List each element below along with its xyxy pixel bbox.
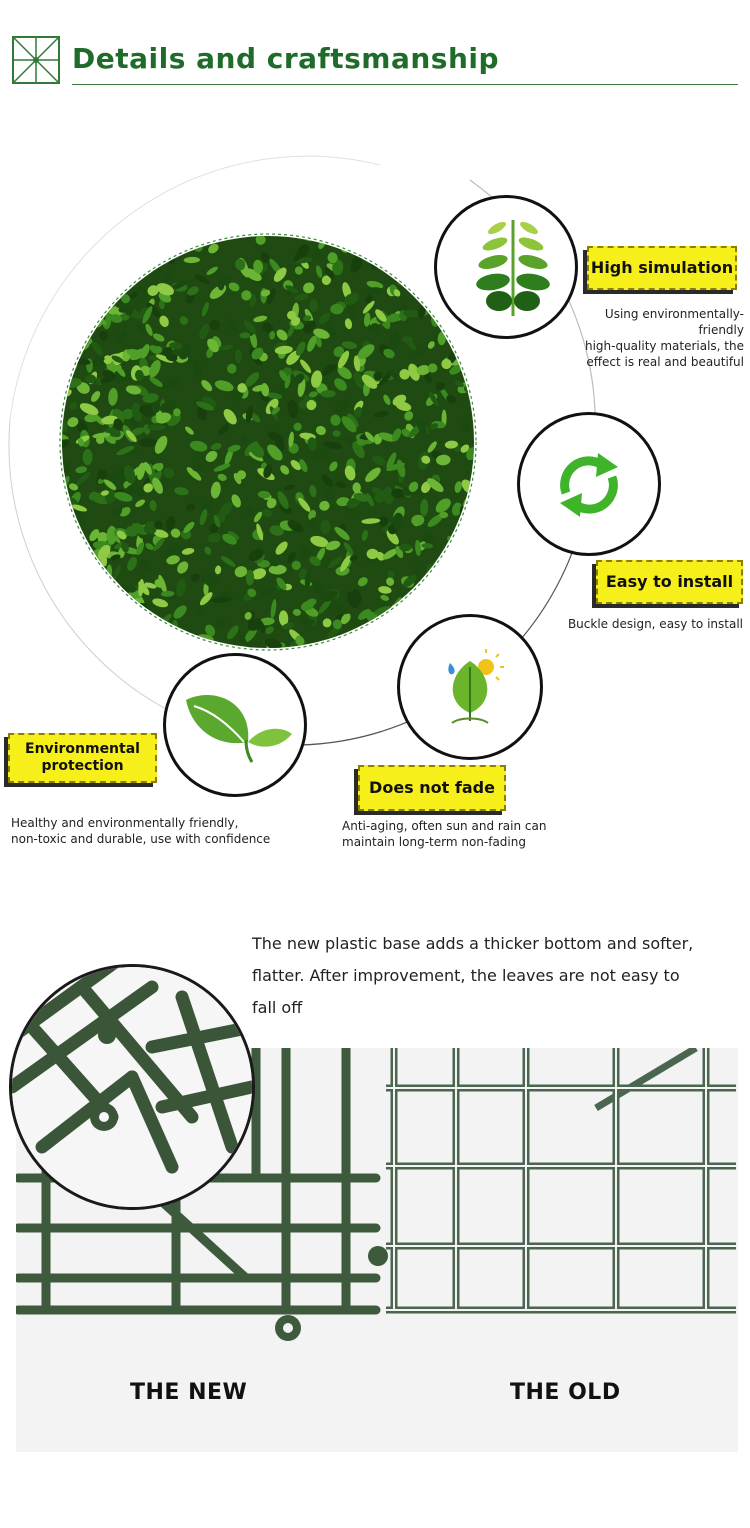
page-title: Details and craftsmanship [72,42,500,75]
label-text: Does not fade [369,778,495,797]
label-easy-install [596,560,743,604]
feature-circle-not-fade [397,614,543,760]
label-high-simulation [587,246,737,290]
desc-high-simulation [560,306,744,370]
label-text-line: Environmental [25,740,140,757]
base-improvement-text: The new plastic base adds a thicker bottom and softer, flatter. After improvement, the leaves are not easy to fall off [252,934,694,1017]
base-closeup-zoom [9,964,255,1210]
desc-not-fade [342,818,572,850]
leaf-icon [166,656,304,794]
label-the-new: THE NEW [130,1380,248,1405]
label-text: Easy to install [605,572,734,591]
desc-line: high-quality materials, the [584,339,744,353]
boxwood-grass-image [62,236,474,648]
desc-easy-install [540,616,743,632]
feature-circle-easy-install [517,412,661,556]
desc-line: Healthy and environmentally friendly, [11,816,239,830]
label-environmental [8,733,157,783]
desc-line: Using environmentally-friendly [604,307,744,337]
label-not-fade [358,765,506,811]
feature-circle-environmental [163,653,307,797]
branch-icon [437,198,575,336]
desc-line: non-toxic and durable, use with confidence [11,832,271,846]
recycle-arrows-icon [520,415,658,553]
desc-line: Buckle design, easy to install [567,617,743,631]
label-the-old: THE OLD [510,1380,621,1405]
desc-line: maintain long-term non-fading [342,835,526,849]
label-text: High simulation [590,258,734,277]
desc-line: effect is real and beautiful [586,355,744,369]
desc-environmental [11,815,291,847]
desc-line: Anti-aging, often sun and rain can [342,819,547,833]
leaf-sun-icon [400,617,540,757]
label-text-line: protection [41,758,124,774]
feature-circle-high-simulation [434,195,578,339]
